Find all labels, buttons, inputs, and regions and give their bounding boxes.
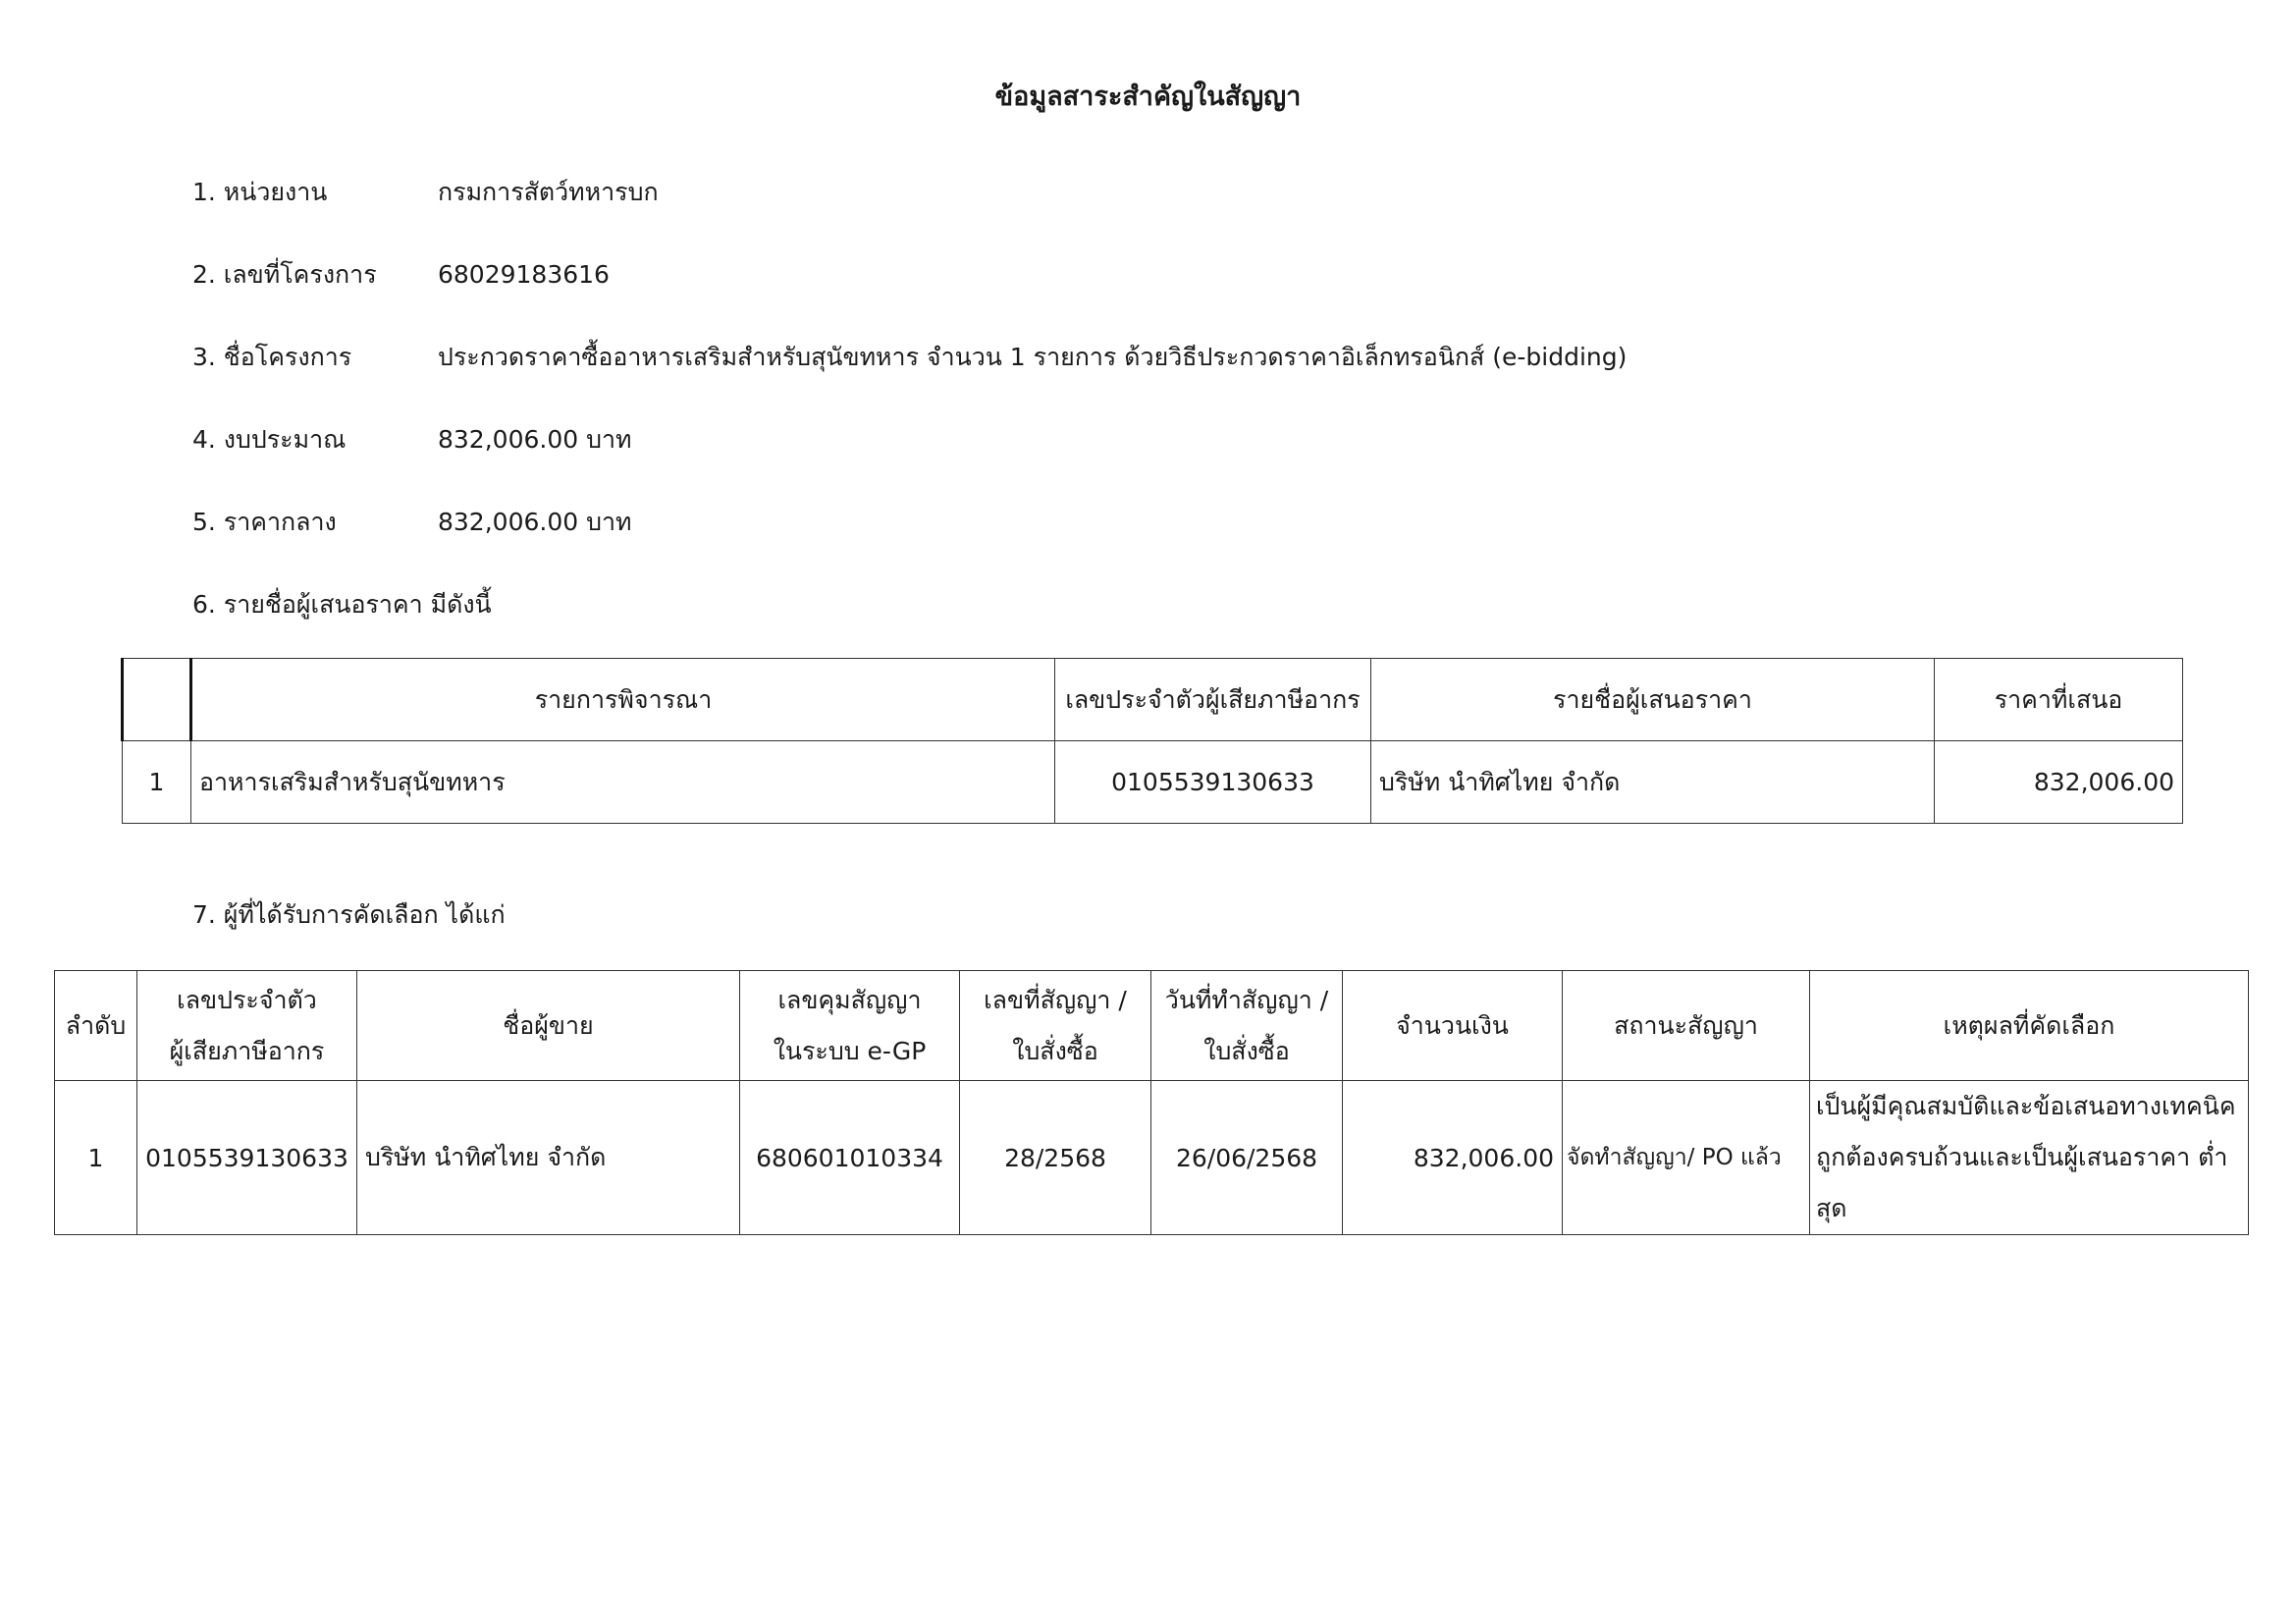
info-row-project-number <box>192 255 610 295</box>
cell-no: 1 <box>123 741 191 824</box>
header-line: เลขที่สัญญา / <box>984 985 1127 1014</box>
info-row-project-name <box>192 338 1627 377</box>
header-line: ใบสั่งซื้อ <box>1203 1036 1290 1065</box>
cell-bidder-name: บริษัท นำทิศไทย จำกัด <box>1371 741 1935 824</box>
column-header-contract-no <box>960 971 1151 1081</box>
info-row-budget <box>192 420 631 460</box>
column-header-item: รายการพิจารณา <box>191 659 1055 741</box>
table-row <box>123 741 2183 824</box>
info-value: 832,006.00 บาท <box>438 508 632 536</box>
column-header-reason: เหตุผลที่คัดเลือก <box>1810 971 2249 1081</box>
info-value: กรมการสัตว์ทหารบก <box>438 178 659 206</box>
cell-no: 1 <box>55 1081 137 1235</box>
column-header-tax-id <box>137 971 357 1081</box>
info-row-median-price <box>192 503 631 542</box>
info-value: 68029183616 <box>438 260 610 289</box>
column-header-tax-id: เลขประจำตัวผู้เสียภาษีอากร <box>1055 659 1371 741</box>
info-label: 3. ชื่อโครงการ <box>192 343 352 371</box>
cell-reason: เป็นผู้มีคุณสมบัติและข้อเสนอทางเทคนิคถูกต้องครบถ้วนและเป็นผู้เสนอราคา ต่ำสุด <box>1810 1081 2249 1235</box>
column-header-status: สถานะสัญญา <box>1563 971 1810 1081</box>
column-header-no <box>123 659 191 741</box>
cell-contract-no: 28/2568 <box>960 1081 1151 1235</box>
column-header-amount: จำนวนเงิน <box>1343 971 1563 1081</box>
cell-status: จัดทำสัญญา/ PO แล้ว <box>1563 1081 1810 1235</box>
column-header-control-no <box>740 971 960 1081</box>
cell-seller: บริษัท นำทิศไทย จำกัด <box>357 1081 740 1235</box>
cell-control-no: 680601010334 <box>740 1081 960 1235</box>
header-line: เลขประจำตัว <box>177 985 317 1014</box>
cell-item: อาหารเสริมสำหรับสุนัขทหาร <box>191 741 1055 824</box>
table-header-row <box>55 971 2249 1081</box>
header-line: ใบสั่งซื้อ <box>1012 1036 1098 1065</box>
cell-contract-date: 26/06/2568 <box>1151 1081 1343 1235</box>
winners-table <box>54 970 2249 1235</box>
info-row-agency <box>192 173 659 212</box>
header-line: วันที่ทำสัญญา / <box>1164 985 1329 1014</box>
column-header-contract-date <box>1151 971 1343 1081</box>
info-label: 4. งบประมาณ <box>192 425 347 454</box>
info-label: 2. เลขที่โครงการ <box>192 260 377 289</box>
table-row <box>55 1081 2249 1235</box>
cell-price: 832,006.00 <box>1935 741 2183 824</box>
info-label: 1. หน่วยงาน <box>192 178 328 206</box>
column-header-bidder-name: รายชื่อผู้เสนอราคา <box>1371 659 1935 741</box>
document-title: ข้อมูลสาระสำคัญในสัญญา <box>994 81 1302 112</box>
winners-heading: 7. ผู้ที่ได้รับการคัดเลือก ได้แก่ <box>192 900 506 929</box>
bidders-heading: 6. รายชื่อผู้เสนอราคา มีดังนี้ <box>192 590 492 619</box>
column-header-price: ราคาที่เสนอ <box>1935 659 2183 741</box>
header-line: ในระบบ e-GP <box>773 1036 927 1065</box>
cell-tax-id: 0105539130633 <box>1055 741 1371 824</box>
column-header-seller: ชื่อผู้ขาย <box>357 971 740 1081</box>
info-value: 832,006.00 บาท <box>438 425 632 454</box>
cell-tax-id: 0105539130633 <box>137 1081 357 1235</box>
cell-amount: 832,006.00 <box>1343 1081 1563 1235</box>
column-header-no: ลำดับ <box>55 971 137 1081</box>
header-line: ผู้เสียภาษีอากร <box>169 1036 325 1065</box>
header-line: เลขคุมสัญญา <box>777 985 922 1014</box>
info-value: ประกวดราคาซื้ออาหารเสริมสำหรับสุนัขทหาร จำนวน 1 รายการ ด้วยวิธีประกวดราคาอิเล็กทรอนิกส์ (e-bidding) <box>438 343 1628 371</box>
bidders-table <box>121 658 2183 824</box>
info-label: 5. ราคากลาง <box>192 508 337 536</box>
table-header-row <box>123 659 2183 741</box>
